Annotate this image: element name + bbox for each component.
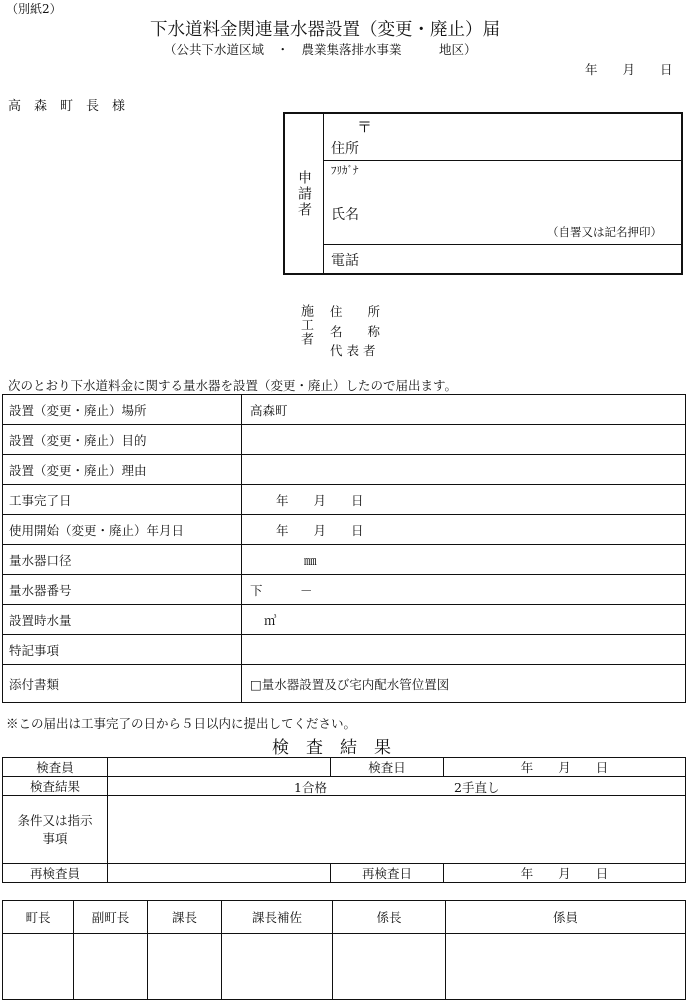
reinspector-field[interactable] [108,864,331,883]
location-field[interactable]: 高森町 [242,395,686,425]
meter-number-field[interactable]: 下 － [242,575,686,605]
row-label: 添付書類 [3,665,242,703]
contractor-address-label: 住 所 [330,304,381,319]
stamp-cell[interactable] [222,934,333,1000]
purpose-field[interactable] [242,425,686,455]
table-row [3,934,686,1000]
table-row [3,485,686,515]
conditions-label-line2: 事項 [42,830,68,846]
furigana-label: ﾌﾘｶﾞﾅ [331,164,359,177]
name-label: 氏名 [331,207,359,223]
table-row [3,777,686,796]
row-label: 量水器番号 [3,575,242,605]
approval-header-assistant-chief: 課長補佐 [222,901,333,934]
result-pass[interactable]: 1合格 [294,780,327,795]
completion-date-field[interactable]: 年 月 日 [242,485,686,515]
approval-header-staff: 係員 [446,901,686,934]
row-label: 設置（変更・廃止）理由 [3,455,242,485]
table-row [3,515,686,545]
notification-table [2,394,686,703]
stamp-cell[interactable] [446,934,686,1000]
divider [323,160,683,161]
inspection-title: 検 査 結 果 [272,738,391,758]
stamp-cell[interactable] [148,934,222,1000]
conditions-label [3,796,108,864]
approval-header-subsection-chief: 係長 [333,901,446,934]
table-row [3,545,686,575]
phone-label: 電話 [331,253,359,269]
seal-note: （自署又は記名押印） [547,225,662,239]
contractor-label: 施工者 [298,304,313,346]
form-subtitle: （公共下水道区域 ・ 農業集落排水事業 地区） [164,42,477,57]
row-label: 設置（変更・廃止）目的 [3,425,242,455]
conditions-label-line1: 条件又は指示 [17,812,93,828]
remarks-field[interactable] [242,635,686,665]
approval-table [2,900,686,1000]
start-date-field[interactable]: 年 月 日 [242,515,686,545]
reinspection-date-field[interactable]: 年 月 日 [444,864,686,883]
reason-field[interactable] [242,455,686,485]
approval-header-mayor: 町長 [3,901,74,934]
table-row [3,425,686,455]
row-label: 特記事項 [3,635,242,665]
deadline-note: ※この届出は工事完了の日から５日以内に提出してください。 [6,716,357,731]
table-row [3,605,686,635]
applicant-label: 申請者 [296,169,312,218]
stamp-cell[interactable] [333,934,446,1000]
table-row [3,455,686,485]
divider [323,244,683,245]
intro-text: 次のとおり下水道料金に関する量水器を設置（変更・廃止）したので届出ます。 [8,378,458,393]
contractor-name-label: 名 称 [330,324,381,339]
result-redo[interactable]: 2手直し [454,780,500,795]
result-label: 検査結果 [3,777,108,796]
row-label: 設置（変更・廃止）場所 [3,395,242,425]
table-row [3,575,686,605]
conditions-field[interactable] [108,796,686,864]
addressee: 高 森 町 長 様 [8,99,126,114]
meter-diameter-field[interactable]: ㎜ [242,545,686,575]
table-row [3,635,686,665]
applicant-box [283,112,683,275]
table-row [3,758,686,777]
table-row [3,796,686,864]
row-label: 工事完了日 [3,485,242,515]
table-row [3,665,686,703]
form-title: 下水道料金関連量水器設置（変更・廃止）届 [150,20,500,40]
inspection-table [2,757,686,883]
approval-header-section-chief: 課長 [148,901,222,934]
stamp-cell[interactable] [3,934,74,1000]
row-label: 使用開始（変更・廃止）年月日 [3,515,242,545]
result-field[interactable] [108,777,686,796]
initial-reading-field[interactable]: ㎥ [242,605,686,635]
address-label: 住所 [331,141,359,157]
inspector-label: 検査員 [3,758,108,777]
applicant-label-cell [285,114,324,273]
inspection-date-label: 検査日 [331,758,444,777]
row-label: 設置時水量 [3,605,242,635]
table-row [3,901,686,934]
submission-date: 年 月 日 [585,62,673,77]
reinspector-label: 再検査員 [3,864,108,883]
inspector-field[interactable] [108,758,331,777]
reinspection-date-label: 再検査日 [331,864,444,883]
table-row [3,864,686,883]
approval-header-deputy-mayor: 副町長 [74,901,148,934]
postal-mark: 〒 [357,118,373,136]
table-row [3,395,686,425]
contractor-rep-label: 代 表 者 [330,343,376,358]
inspection-date-field[interactable]: 年 月 日 [444,758,686,777]
row-label: 量水器口径 [3,545,242,575]
attachment-label: （別紙2） [6,2,62,16]
stamp-cell[interactable] [74,934,148,1000]
attachments-field[interactable]: □量水器設置及び宅内配水管位置図 [242,665,686,703]
